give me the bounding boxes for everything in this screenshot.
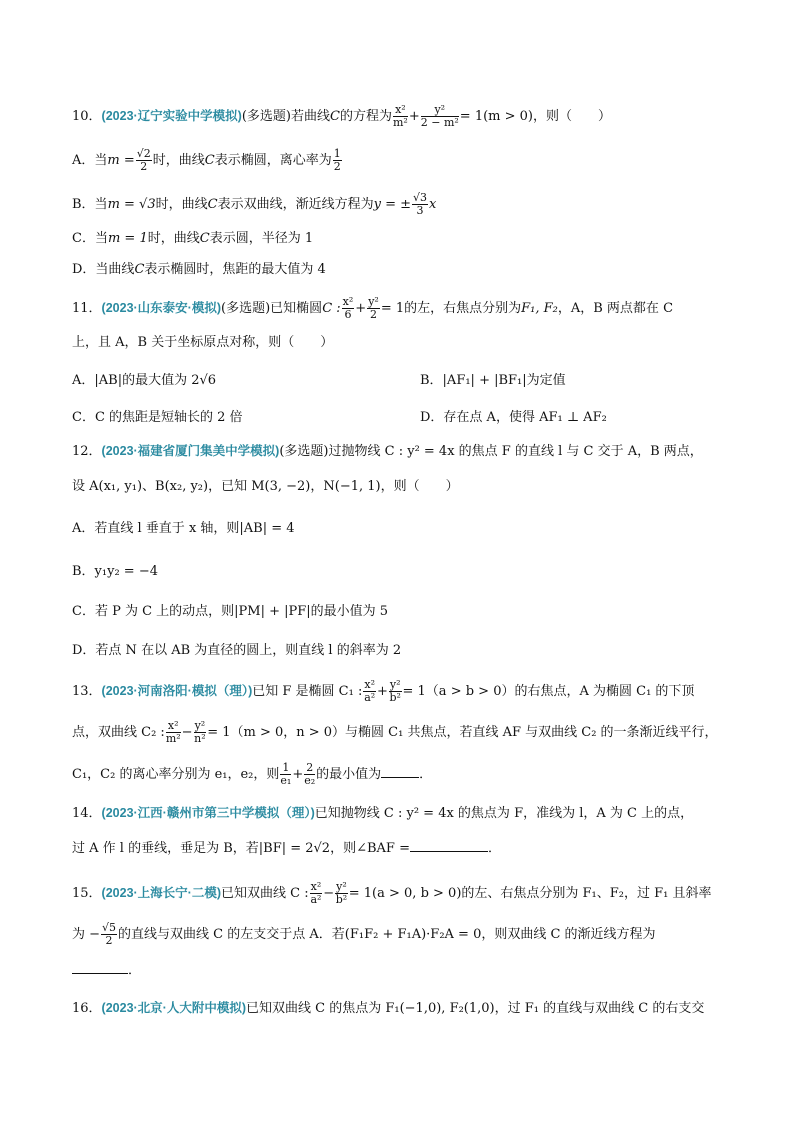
q13-line3: C₁，C₂ 的离心率分别为 e₁，e₂，则 $\frac{1}{\text{e₁}}$ + $\frac{2}{\text{e₂}}$ 的最小值为 ．: [72, 761, 433, 787]
q16-source: (2023·北京·人大附中模拟): [101, 1001, 247, 1015]
q10-option-c: C．当m = 1时，曲线C表示圆，半径为 1: [72, 231, 314, 246]
fraction: $\frac{\text{y²}}{\text{b²}}$: [389, 678, 401, 704]
q12-source: (2023·福建省厦门集美中学模拟): [101, 444, 280, 458]
q13-line2: 点，双曲线 C₂ : $\frac{\text{x²}}{\text{m²}}$ − $\frac{\text{y²}}{\text{n²}}$ = 1（m > 0，n > 0）与椭圆 C₁ 共焦点，若直线 AF 与双曲线 C₂ 的一条渐近线平行，: [72, 719, 718, 745]
q14-stem: 14．(2023·江西·赣州市第三中学模拟（理）)已知抛物线 C : y² = 4x 的焦点为 F，准线为 l，A 为 C 上的点，: [72, 806, 694, 821]
q11-options-row1: [72, 371, 566, 391]
q11-option-a: A．|AB|的最大值为 2√6: [72, 373, 217, 388]
q10-option-a: A．当m = $\frac{√2}{2}$ 时，曲线C表示椭圆，离心率为 $\frac{1}{2}$: [72, 147, 341, 173]
fraction: $\frac{√2}{2}$: [136, 147, 151, 173]
q13-source: (2023·河南洛阳·模拟（理）): [101, 684, 253, 698]
fraction: $\frac{√5}{2}$: [102, 921, 117, 947]
fraction: $\frac{\text{x²}}{\text{a²}}$: [310, 880, 322, 906]
q15-line2: 为 − $\frac{√5}{2}$ 的直线与双曲线 C 的左支交于点 A．若(F₁F₂ + F₁A)·F₂A = 0，则双曲线 C 的渐近线方程为: [72, 921, 656, 947]
q12-stem-line2: 设 A(x₁, y₁)、B(x₂, y₂)，已知 M(3, −2)，N(−1, 1)，则（ ）: [72, 479, 459, 494]
q11-stem: 11．(2023·山东泰安·模拟)(多选题)已知椭圆C : $\frac{\text{x²}}{6}$ + $\frac{\text{y²}}{2}$ = 1的左，右焦点分别为F₁, F₂，A，B 两点都在 C: [72, 295, 674, 321]
q10-source: (2023·辽宁实验中学模拟): [101, 109, 242, 123]
fraction: $\frac{\text{x²}}{\text{a²}}$: [364, 678, 376, 704]
q15-stem: 15．(2023·上海长宁·二模)已知双曲线 C : $\frac{\text{x²}}{\text{a²}}$ − $\frac{\text{y²}}{\text{b²}}$ = 1(a > 0, b > 0)的左、右焦点分别为 F₁、F₂，过 F₁ 且斜率: [72, 880, 712, 906]
fraction: $\frac{\text{x²}}{6}$: [342, 295, 354, 321]
q11-option-d: D．存在点 A，使得 AF₁ ⊥ AF₂: [420, 410, 607, 425]
q11-source: (2023·山东泰安·模拟): [101, 301, 222, 315]
answer-blank[interactable]: [72, 960, 128, 974]
q11-stem-line2: 上，且 A，B 关于坐标原点对称，则（ ）: [72, 335, 334, 350]
fraction: $\frac{1}{2}$: [333, 147, 341, 173]
q12-option-d: D．若点 N 在以 AB 为直径的圆上，则直线 l 的斜率为 2: [72, 643, 402, 658]
fraction: $\frac{2}{\text{e₂}}$: [304, 761, 316, 787]
q10-option-b: B．当m = √3时，曲线C表示双曲线，渐近线方程为y = ± $\frac{√3}{3}$ x: [72, 191, 437, 217]
fraction: $\frac{1}{\text{e₁}}$: [280, 761, 292, 787]
q12-option-c: C．若 P 为 C 上的动点，则|PM| + |PF|的最小值为 5: [72, 604, 389, 619]
q16-stem: 16．(2023·北京·人大附中模拟)已知双曲线 C 的焦点为 F₁(−1,0), F₂(1,0)，过 F₁ 的直线与双曲线 C 的右支交: [72, 1001, 705, 1016]
fraction: $\frac{√3}{3}$: [413, 191, 428, 217]
q11-option-c: C．C 的焦距是短轴长的 2 倍: [72, 410, 243, 425]
q15-line3: ．: [72, 960, 141, 981]
q15-source: (2023·上海长宁·二模): [101, 886, 222, 900]
fraction: $\frac{\text{y²}}{\text{2 − m²}}$: [420, 103, 459, 129]
q11-option-b: B．|AF₁| + |BF₁|为定值: [420, 373, 566, 388]
fraction: $\frac{\text{y²}}{\text{n²}}$: [194, 719, 206, 745]
answer-blank[interactable]: [381, 764, 419, 778]
fraction: $\frac{\text{x²}}{\text{m²}}$: [392, 103, 408, 129]
q10-option-d: D．当曲线C表示椭圆时，焦距的最大值为 4: [72, 262, 326, 277]
q11-options-row2: [72, 408, 607, 428]
fraction: $\frac{\text{y²}}{\text{b²}}$: [335, 880, 348, 906]
q10-stem: 10．(2023·辽宁实验中学模拟)(多选题)若曲线C的方程为 $\frac{\text{x²}}{\text{m²}}$ + $\frac{\text{y²}}{\text{2 − m²}}$ = 1(m > 0)，则（ ）: [72, 103, 612, 129]
q12-option-b: B．y₁y₂ = −4: [72, 564, 158, 579]
q13-stem: 13．(2023·河南洛阳·模拟（理）)已知 F 是椭圆 C₁ : $\frac{\text{x²}}{\text{a²}}$ + $\frac{\text{y²}}{\text{b²}}$ = 1（a > b > 0）的右焦点，A 为椭圆 C₁ 的下顶: [72, 678, 695, 704]
answer-blank[interactable]: [410, 838, 488, 852]
fraction: $\frac{\text{y²}}{2}$: [368, 295, 379, 321]
q14-source: (2023·江西·赣州市第三中学模拟（理）): [101, 806, 315, 820]
q14-line2: 过 A 作 l 的垂线，垂足为 B，若|BF| = 2√2，则∠BAF = ．: [72, 838, 501, 859]
q12-option-a: A．若直线 l 垂直于 x 轴，则|AB| = 4: [72, 521, 295, 536]
fraction: $\frac{\text{x²}}{\text{m²}}$: [165, 719, 181, 745]
q12-stem: 12．(2023·福建省厦门集美中学模拟)(多选题)过抛物线 C : y² = 4x 的焦点 F 的直线 l 与 C 交于 A，B 两点，: [72, 444, 703, 459]
